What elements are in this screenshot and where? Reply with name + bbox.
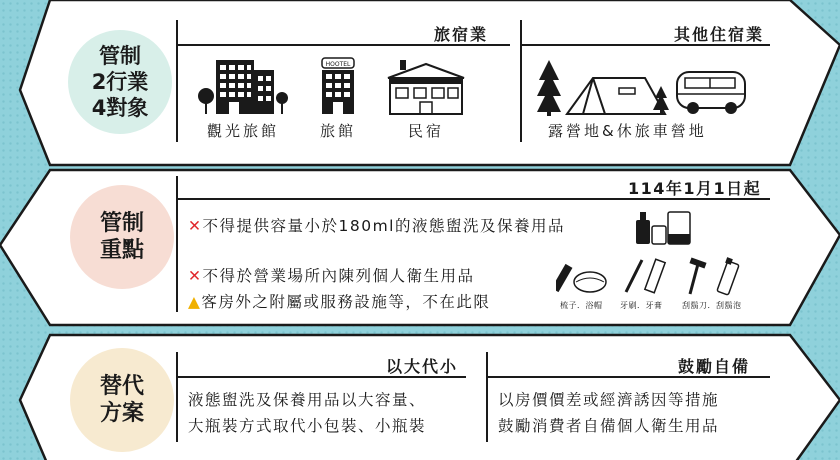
- badge-alternatives: [70, 348, 174, 452]
- label-razor: 刮鬍刀．刮鬍泡: [682, 301, 742, 310]
- divider: [176, 20, 178, 142]
- alt-left-line: 大瓶裝方式取代小包裝、小瓶裝: [188, 417, 427, 435]
- badge-line: 替代: [99, 373, 144, 399]
- toiletry-bottles-icon: [634, 206, 694, 246]
- triangle-icon: ▲: [188, 293, 202, 311]
- label-comb-cap: 梳子．浴帽: [560, 301, 603, 310]
- divider: [520, 20, 522, 142]
- label-bnb: 民宿: [408, 122, 445, 140]
- toothbrush-toothpaste-icon: [620, 256, 670, 296]
- rule-text: 不得提供容量小於180ml的液態盥洗及保養用品: [202, 217, 565, 235]
- label-campground: 露營地&休旅車營地: [548, 122, 707, 140]
- alt-left-line: 液態盥洗及保養用品以大容量、: [188, 391, 427, 409]
- rule-no-display-hygiene: [188, 264, 475, 286]
- label-hotel: 旅館: [320, 122, 357, 140]
- badge-line: 方案: [99, 401, 144, 426]
- hotel-icon: [318, 56, 358, 118]
- label-tourist-hotel: 觀光旅館: [207, 122, 280, 140]
- comb-shower-cap-icon: [556, 260, 610, 296]
- header-other-lodging: 其他住宿業: [674, 25, 765, 44]
- rule-no-small-toiletries: [188, 214, 565, 236]
- header-effective-date: 114年1月1日起: [628, 179, 762, 198]
- badge-line: 4對象: [91, 96, 149, 121]
- tourist-hotel-icon: [198, 56, 288, 118]
- alt-right-line: 鼓勵消費者自備個人衛生用品: [498, 417, 720, 435]
- razor-shaving-foam-icon: [686, 256, 752, 296]
- label-toothbrush: 牙刷．牙膏: [620, 301, 663, 310]
- cross-icon: ✕: [188, 217, 203, 235]
- badge-line: 2行業: [91, 69, 149, 94]
- bnb-icon: [384, 56, 468, 118]
- alt-right-line: 以房價價差或經濟誘因等措施: [498, 391, 720, 409]
- header-lodging-industry: 旅宿業: [434, 25, 489, 44]
- rule-text: 不得於營業場所內陳列個人衛生用品: [202, 267, 475, 285]
- camping-icon: [535, 58, 755, 118]
- divider: [176, 352, 178, 442]
- badge-line: 管制: [99, 43, 141, 68]
- badge-control-points: [70, 185, 174, 289]
- divider: [486, 352, 488, 442]
- badge-line: 重點: [99, 238, 144, 263]
- badge-line: 管制: [99, 210, 144, 236]
- rule-exception: [188, 290, 490, 312]
- badge-control-scope: [68, 30, 172, 134]
- header-big-for-small: 以大代小: [386, 357, 459, 376]
- hotel-sign-text: HOOTEL: [325, 61, 351, 68]
- header-bring-own: 鼓勵自備: [678, 357, 751, 376]
- rule-text: 客房外之附屬或服務設施等，不在此限: [201, 293, 491, 311]
- cross-icon: ✕: [188, 267, 203, 285]
- divider: [176, 176, 178, 312]
